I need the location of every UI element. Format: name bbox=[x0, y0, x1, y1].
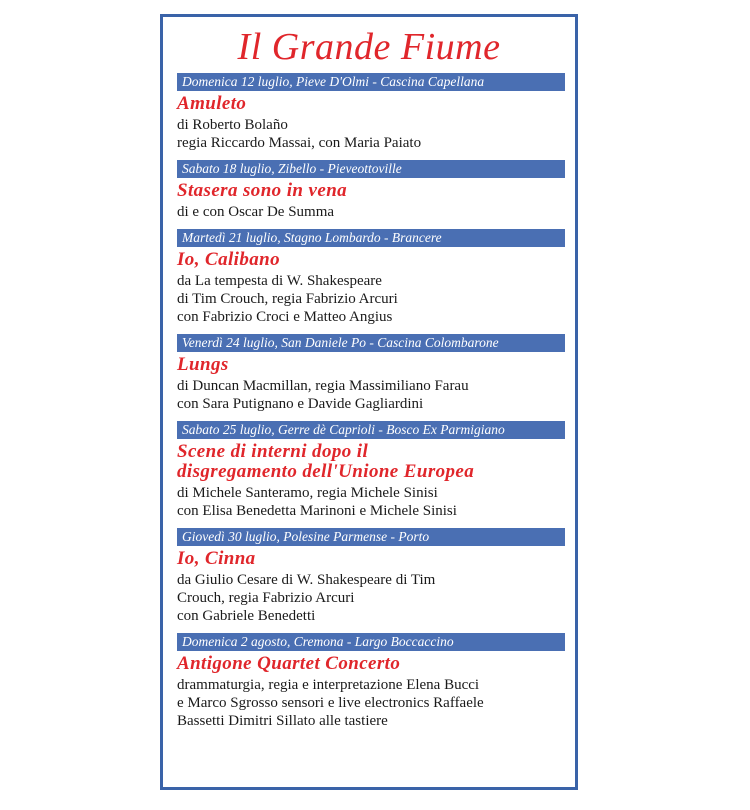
event-3 bbox=[177, 229, 567, 326]
show-credits bbox=[177, 116, 567, 152]
show-title: Lungs bbox=[177, 354, 229, 375]
show-title: Stasera sono in vena bbox=[177, 180, 348, 201]
event-date-place: Venerdì 24 luglio, San Daniele Po - Cascina Colombarone bbox=[177, 334, 565, 352]
show-title: Io, Cinna bbox=[177, 548, 256, 569]
credit-line: con Gabriele Benedetti bbox=[177, 608, 316, 624]
credit-line: di Michele Santeramo, regia Michele Sinisi bbox=[177, 485, 438, 501]
show-title: Io, Calibano bbox=[177, 249, 280, 270]
credit-line: di e con Oscar De Summa bbox=[177, 204, 335, 220]
show-title: Amuleto bbox=[177, 93, 247, 114]
credit-line: di Tim Crouch, regia Fabrizio Arcuri bbox=[177, 291, 398, 307]
event-date-place: Martedì 21 luglio, Stagno Lombardo - Brancere bbox=[177, 229, 565, 247]
credit-line: con Fabrizio Croci e Matteo Angius bbox=[177, 309, 393, 325]
event-date-place: Sabato 18 luglio, Zibello - Pieveottoville bbox=[177, 160, 565, 178]
credit-line: e Marco Sgrosso sensori e live electronics Raffaele bbox=[177, 695, 484, 711]
show-title: Antigone Quartet Concerto bbox=[177, 653, 401, 674]
event-date-place: Domenica 2 agosto, Cremona - Largo Boccaccino bbox=[177, 633, 565, 651]
show-title-line: Scene di interni dopo il bbox=[177, 441, 369, 462]
event-6 bbox=[177, 528, 567, 625]
credit-line: di Duncan Macmillan, regia Massimiliano Farau bbox=[177, 378, 469, 394]
show-title bbox=[177, 442, 567, 482]
event-date-place: Giovedì 30 luglio, Polesine Parmense - Porto bbox=[177, 528, 565, 546]
show-credits bbox=[177, 377, 567, 413]
event-date-place: Domenica 12 luglio, Pieve D'Olmi - Cascina Capellana bbox=[177, 73, 565, 91]
show-title-line: disgregamento dell'Unione Europea bbox=[177, 461, 475, 482]
credit-line: Bassetti Dimitri Sillato alle tastiere bbox=[177, 713, 388, 729]
event-4 bbox=[177, 334, 567, 413]
show-credits bbox=[177, 571, 567, 625]
credit-line: di Roberto Bolaño bbox=[177, 117, 288, 133]
credit-line: regia Riccardo Massai, con Maria Paiato bbox=[177, 135, 422, 151]
credit-line: da Giulio Cesare di W. Shakespeare di Tim bbox=[177, 572, 436, 588]
show-credits bbox=[177, 484, 567, 520]
credit-line: da La tempesta di W. Shakespeare bbox=[177, 273, 382, 289]
show-credits bbox=[177, 676, 567, 730]
event-date-place: Sabato 25 luglio, Gerre dè Caprioli - Bosco Ex Parmigiano bbox=[177, 421, 565, 439]
show-credits bbox=[177, 272, 567, 326]
event-1 bbox=[177, 73, 567, 152]
program-box bbox=[160, 14, 578, 790]
event-5 bbox=[177, 421, 567, 520]
credit-line: con Elisa Benedetta Marinoni e Michele Sinisi bbox=[177, 503, 457, 519]
credit-line: drammaturgia, regia e interpretazione Elena Bucci bbox=[177, 677, 480, 693]
show-credits bbox=[177, 203, 567, 221]
event-7 bbox=[177, 633, 567, 730]
credit-line: Crouch, regia Fabrizio Arcuri bbox=[177, 590, 355, 606]
festival-title: Il Grande Fiume bbox=[237, 26, 501, 68]
credit-line: con Sara Putignano e Davide Gagliardini bbox=[177, 396, 424, 412]
event-2 bbox=[177, 160, 567, 221]
